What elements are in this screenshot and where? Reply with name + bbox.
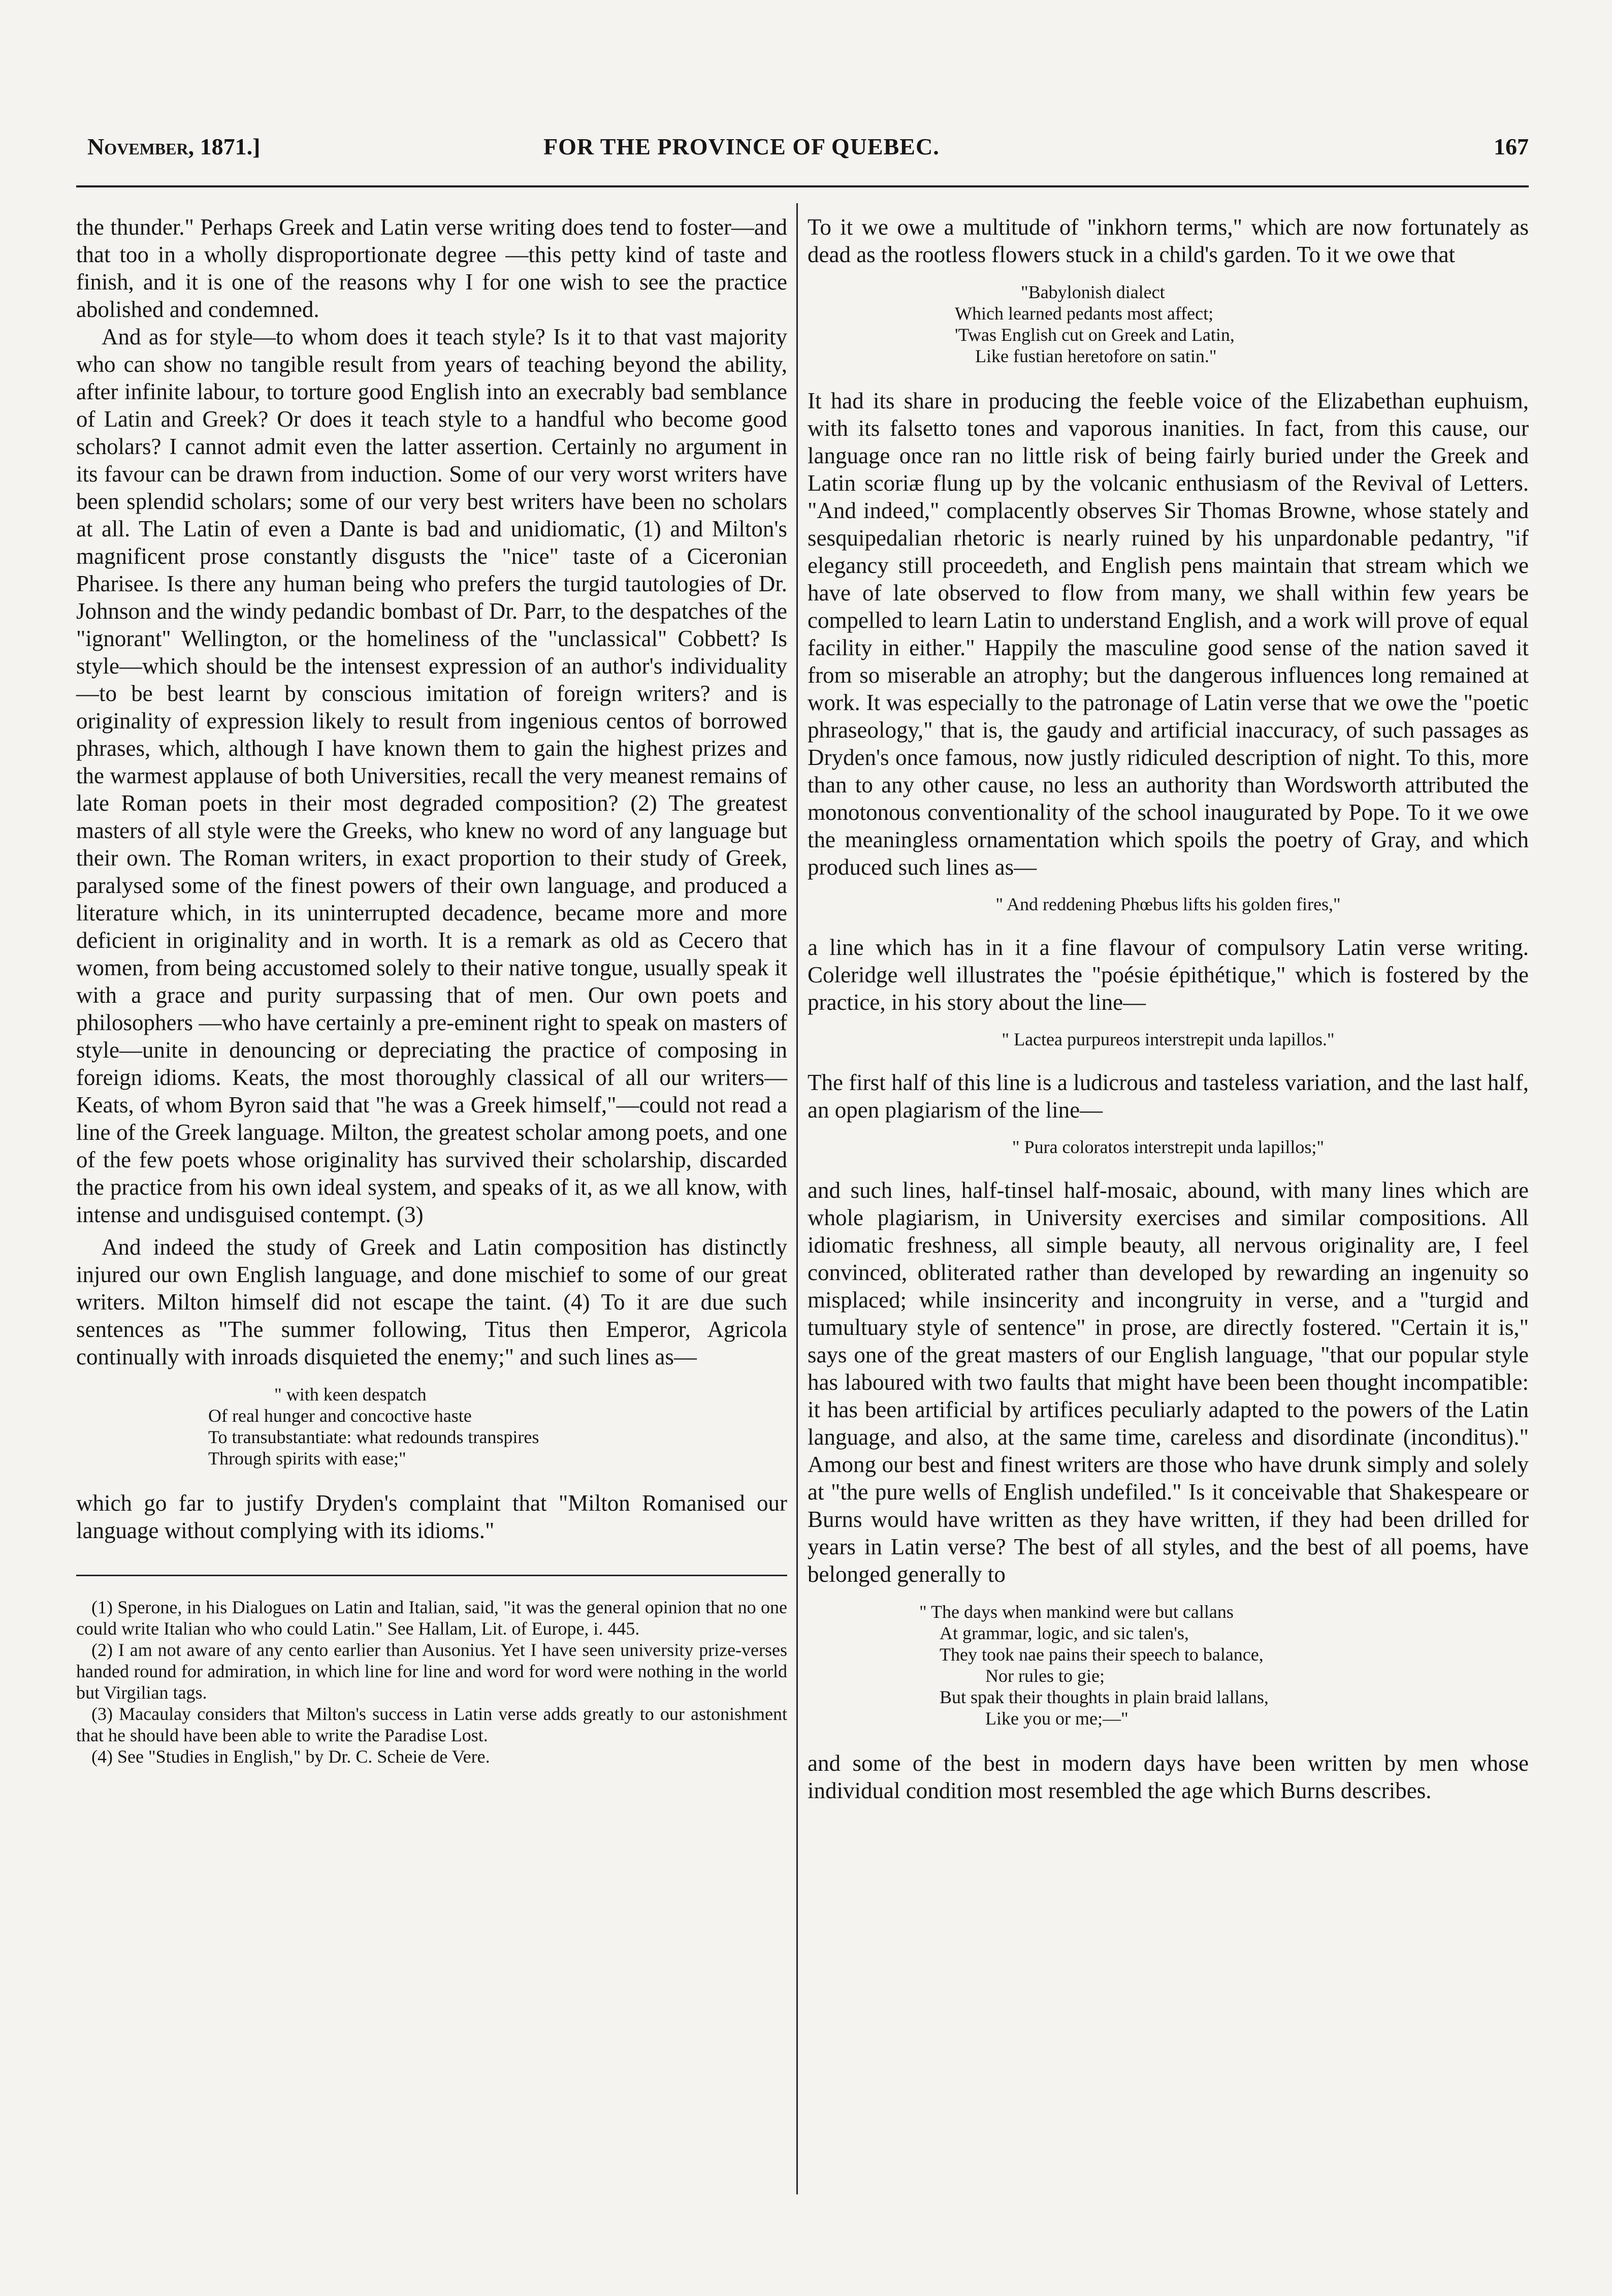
quote-line: Of real hunger and concoctive haste — [208, 1406, 472, 1426]
quote-line: 'Twas English cut on Greek and Latin, — [955, 325, 1235, 345]
right-column — [808, 213, 1529, 1804]
footnote-rule — [76, 1575, 787, 1576]
paragraph: The first half of this line is a ludicrous and tasteless variation, and the last half, an open plagiarism of the line— — [808, 1070, 1529, 1123]
header-rule — [76, 185, 1529, 187]
quote-line: Which learned pedants most affect; — [955, 303, 1214, 324]
paragraph: which go far to justify Dryden's complaint that "Milton Romanised our language without complying with its idioms." — [76, 1490, 787, 1543]
paragraph: a line which has in it a fine flavour of compulsory Latin verse writing. Coleridge well illustrates the "poésie épithétique," which is fostered by the practice, in his story about the line— — [808, 935, 1529, 1015]
paragraph: and some of the best in modern days have been written by men whose individual condition most resembled the age which Burns describes. — [808, 1750, 1529, 1803]
paragraph: And as for style—to whom does it teach style? Is it to that vast majority who can show no tangible result from years of teaching beyond the ability, after infinite labour, to torture good English into an execrably bad semblance of Latin and Greek? Or does it teach style to a handful who become good scholars? I cannot admit even the latter assertion. Certainly no argument in its favour can be drawn from induction. Some of our very worst writers have been splendid scholars; some of our very best writers have been no scholars at all. The Latin of even a Dante is bad and unidiomatic, (1) and Milton's magnificent prose constantly disgusts the "nice" taste of a Ciceronian Pharisee. Is there any human being who prefers the turgid tautologies of Dr. Johnson and the windy pedandic bombast of Dr. Parr, to the despatches of the "ignorant" Wellington, or the homeliness of the "unclassical" Cobbett? Is style—which should be the intensest expression of an author's individuality—to be best learnt by conscious imitation of foreign writers? and is originality of expression likely to result from ingenious centos of borrowed phrases, which, although I have known them to gain the highest prizes and the warmest applause of both Universities, recall the very meanest remains of late Roman poets in their most degraded composition? (2) The greatest masters of all style were the Greeks, who knew no word of any language but their own. The Roman writers, in exact proportion to their study of Greek, paralysed some of the finest powers of their own language, and produced a literature which, in its uninterrupted decadence, became more and more deficient in originality and in worth. It is a remark as old as Cecero that women, from being accustomed solely to their native tongue, usually speak it with a grace and purity surpassing that of men. Our own poets and philosophers —who have certainly a pre-eminent right to speak on masters of style—unite in denouncing or depreciating the practice of composing in foreign idioms. Keats, the most thoroughly classical of all our writers—Keats, of whom Byron said that "he was a Greek himself,"—could not read a line of the Greek language. Milton, the greatest scholar among poets, and one of the few poets whose originality has survived their scholarship, discarded the practice from his own ideal system, and speaks of it, as we all know, with intense and undisguised contempt. (3) — [76, 324, 787, 1227]
header-title: FOR THE PROVINCE OF QUEBEC. — [543, 134, 940, 160]
quote-line: Nor rules to gie; — [985, 1666, 1105, 1686]
header-date: November, 1871.] — [87, 134, 261, 160]
quote-line: But spak their thoughts in plain braid lallans, — [940, 1687, 1269, 1707]
running-header — [76, 133, 1529, 169]
quote-line: " with keen despatch — [274, 1384, 427, 1405]
quote-line: To transubstantiate: what redounds transpires — [208, 1427, 539, 1447]
paragraph: and such lines, half-tinsel half-mosaic, abound, with many lines which are whole plagiarism, in University exercises and similar compositions. All idiomatic freshness, all simple beauty, all nervous originality are, I feel convinced, obliterated rather than developed by rewarding an ingenuity so misplaced; while insincerity and incongruity in verse, and a "turgid and tumultuary style of sentence" in prose, are directly fostered. "Certain it is," says one of the great masters of our English language, "that our popular style has laboured with two faults that might have been been thought incompatible: it has been artificial by artifices peculiarly adapted to the powers of the Latin language, and also, at the same time, careless and disordinate (inconditus)." Among our best and finest writers are those who have drunk simply and solely at "the pure wells of English undefiled." Is it conceivable that Shakespeare or Burns would have written as they have written, if they had been drilled for years in Latin verse? The best of all styles, and the best of all poems, have belonged generally to — [808, 1177, 1529, 1587]
quote-line: "Babylonish dialect — [1021, 282, 1165, 302]
quote-line: " The days when mankind were but callans — [919, 1602, 1234, 1622]
quote-line: Like you or me;—" — [985, 1708, 1129, 1729]
gray-quote: " And reddening Phœbus lifts his golden fires," — [995, 894, 1341, 914]
page-number: 167 — [1494, 134, 1529, 160]
paragraph: the thunder." Perhaps Greek and Latin verse writing does tend to foster—and that too in a wholly disproportionate degree —this petty kind of taste and finish, and it is one of the reasons why I for one wish to see the practice abolished and condemned. — [76, 214, 787, 322]
burns-quote — [808, 1601, 1529, 1729]
paragraph: It had its share in producing the feeble voice of the Elizabethan euphuism, with its falsetto tones and vaporous inanities. In fact, from this cause, our language once ran no little risk of being fairly buried under the Greek and Latin scoriæ flung up by the volcanic enthusiasm of the Revival of Letters. "And indeed," complacently observes Sir Thomas Browne, whose stately and sesquipedalian rhetoric is nearly ruined by his unpardonable pedantry, "if elegancy still proceedeth, and English pens maintain that stream which we have of late observed to flow from many, we shall within few years be compelled to learn Latin to understand English, and a work will prove of equal facility in either." Happily the masculine good sense of the nation saved it from so miserable an atrophy; but the dangerous influences long remained at work. It was especially to the patronage of Latin verse that we owe the "poetic phraseology," that is, the gaudy and artificial inaccuracy, of such passages as Dryden's once famous, now justly ridiculed description of night. To this, more than to any other cause, no less an authority than Wordsworth attributed the monotonous conventionality of the school inaugurated by Pope. To it we owe the meaningless ornamentation which spoils the poetry of Gray, and which produced such lines as— — [808, 388, 1529, 880]
latin-quote: " Lactea purpureos interstrepit unda lapillos." — [1002, 1029, 1335, 1049]
quote-line: At grammar, logic, and sic talen's, — [940, 1623, 1189, 1643]
paragraph: And indeed the study of Greek and Latin composition has distinctly injured our own English language, and done mischief to some of our great writers. Milton himself did not escape the taint. (4) To it are due such sentences as "The summer following, Titus then Emperor, Agricola continually with inroads disquieted the enemy;" and such lines as— — [76, 1234, 787, 1369]
quote-line: They took nae pains their speech to balance, — [940, 1644, 1264, 1665]
latin-quote: " Pura coloratos interstrepit unda lapillos;" — [1012, 1137, 1325, 1157]
milton-quote — [76, 1384, 787, 1469]
quote-line: Through spirits with ease;" — [208, 1448, 406, 1469]
left-column — [76, 213, 787, 1767]
footnote: (2) I am not aware of any cento earlier than Ausonius. Yet I have seen university prize-verses handed round for admiration, in which line for line and word for word were nothing in the world but Virgilian tags. — [76, 1640, 787, 1703]
footnote: (3) Macaulay considers that Milton's success in Latin verse adds greatly to our astonishment that he should have been able to write the Paradise Lost. — [76, 1704, 787, 1745]
hudibras-quote — [808, 281, 1529, 367]
column-divider — [796, 203, 798, 2194]
quote-line: Like fustian heretofore on satin." — [975, 346, 1217, 366]
footnote: (4) See "Studies in English," by Dr. C. Scheie de Vere. — [91, 1746, 490, 1767]
paragraph: To it we owe a multitude of "inkhorn terms," which are now fortunately as dead as the rootless flowers stuck in a child's garden. To it we owe that — [808, 214, 1529, 267]
footnote: (1) Sperone, in his Dialogues on Latin and Italian, said, "it was the general opinion that no one could write Italian who who could Latin." See Hallam, Lit. of Europe, i. 445. — [76, 1597, 787, 1639]
